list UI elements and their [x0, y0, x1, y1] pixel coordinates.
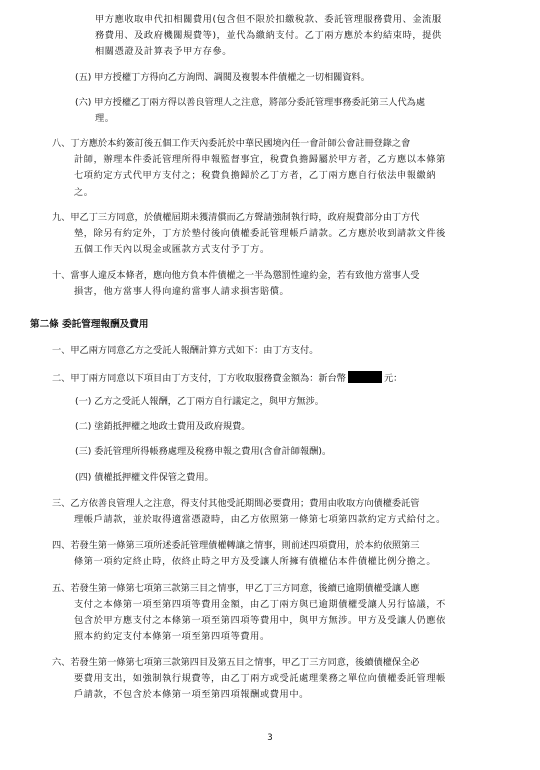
text-line: 相關憑證及計算表予甲方存參。 [95, 46, 233, 57]
section-heading: 第二條 委託管理報酬及費用 [30, 319, 149, 330]
text-line: (四) 債權抵押權文件保管之費用。 [75, 472, 214, 483]
text-line: 八、丁方應於本約簽訂後五個工作天內委託於中華民國境內任一會計師公會註冊登錄之會 [52, 138, 411, 149]
text-line: 甲方應收取申代扣相關費用(包含但不限於扣繳稅款、委託管理服務費用、金流服 [95, 14, 442, 25]
text-line: 四、若發生第一條第三項所述委託管理債權轉讓之情事，則前述四項費用，於本約依照第三 [52, 540, 420, 551]
page-number: 3 [267, 733, 273, 743]
text-line: 戶請款，不包含於本條第一項至第四項報酬或費用中。 [74, 689, 309, 700]
text-line: 九、甲乙丁三方同意，於債權屆期未獲清償而乙方聲請強制執行時，政府規費部分由丁方代 [52, 212, 420, 223]
redaction-box [348, 371, 382, 383]
text-line: 損害，他方當事人得向違約當事人請求損害賠償。 [74, 286, 290, 297]
text-line: 五個工作天內以現金或匯款方式支付予丁方。 [74, 244, 270, 255]
text-line: 墊，除另有約定外，丁方於墊付後向債權委託管理帳戶請款。乙方應於收到請款文件後 [74, 228, 446, 239]
text-line: 理帳戶請款，並於取得適當憑證時，由乙方依照第一條第七項第四款約定方式給付之。 [74, 514, 446, 525]
text-line: 要費用支出，如強制執行規費等，由乙丁兩方或受託處理業務之單位向債權委託管理帳 [74, 673, 446, 684]
text-line: 理。 [95, 113, 115, 124]
text-line: (三) 委託管理所得帳務處理及稅務申報之費用(含會計師報酬)。 [75, 446, 332, 457]
text-line: 照本約約定支付本條第一項至第四項等費用。 [74, 631, 270, 642]
text-line [52, 371, 402, 385]
text-line: 計師，辦理本件委託管理所得申報監督事宜，稅費負擔歸屬於甲方者，乙方應以本條第 [74, 154, 446, 165]
text-line: 包含於甲方應支付之本條第一項至第四項等費用中，與甲方無涉。甲方及受讓人仍應依 [74, 615, 446, 626]
text-line: (一) 乙方之受託人報酬，乙丁兩方自行議定之，與甲方無涉。 [75, 396, 324, 407]
text-line: (六) 甲方授權乙丁兩方得以善良管理人之注意，將部分委託管理事務委託第三人代為處 [75, 97, 426, 108]
text-segment: 元： [384, 373, 403, 384]
text-line: 條第一項約定終止時，依終止時之甲方及受讓人所擁有債權佔本件債權比例分擔之。 [74, 556, 437, 567]
text-line: 支付之本條第一項至第四項等費用金額，由乙丁兩方與已逾期債權受讓人另行協議，不 [74, 599, 446, 610]
text-line: (二) 塗銷抵押權之地政士費用及政府規費。 [75, 421, 251, 432]
text-line: (五) 甲方授權丁方得向乙方詢問、調閱及複製本件債權之一切相關資料。 [75, 72, 370, 83]
text-line: 務費用、及政府機關規費等)，並代為繳納支付。乙丁兩方應於本約結束時，提供 [95, 30, 442, 41]
text-line: 一、甲乙兩方同意乙方之受託人報酬計算方式如下：由丁方支付。 [52, 345, 319, 356]
text-line: 之。 [74, 187, 94, 198]
text-line: 三、乙方依善良管理人之注意，得支付其他受託期間必要費用；費用由收取方向債權委託管 [52, 498, 420, 509]
text-line: 十、當事人違反本條者，應向他方負本件債權之一半為懲罰性違約金，若有致他方當事人受 [52, 270, 420, 281]
text-line: 六、若發生第一條第七項第三款第四目及第五目之情事，甲乙丁三方同意，後續債權保全必 [52, 657, 420, 668]
text-segment: 二、甲丁兩方同意以下項目由丁方支付，丁方收取服務費金額為：新台幣 [52, 373, 346, 384]
text-line: 五、若發生第一條第七項第三款第三目之情事，甲乙丁三方同意，後續已逾期債權受讓人應 [52, 583, 420, 594]
text-line: 七項約定方式代甲方支付之；稅費負擔歸於乙丁方者，乙丁兩方應自行依法申報繳納 [74, 170, 437, 181]
